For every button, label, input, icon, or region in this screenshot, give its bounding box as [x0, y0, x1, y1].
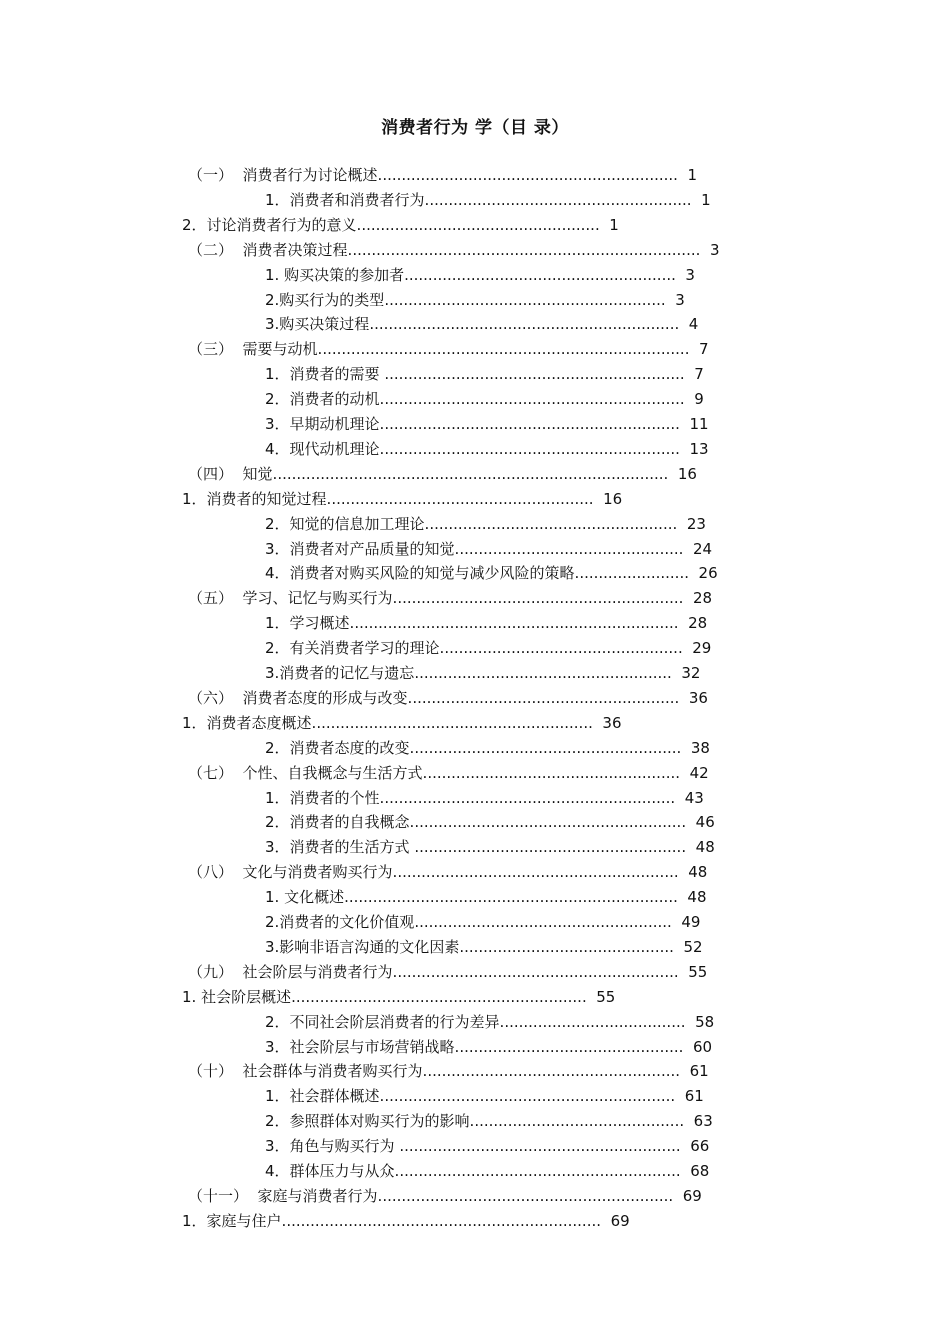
toc-entry: [265, 288, 685, 312]
toc-entry-label: （二） 消费者决策过程: [188, 240, 348, 259]
toc-entry-leader: ......................................................: [422, 763, 681, 782]
toc-entry: [265, 736, 710, 760]
toc-entry: [188, 960, 707, 984]
toc-entry-leader: ......................................................................: [344, 888, 678, 907]
toc-entry-label: （六） 消费者态度的形成与改变: [188, 688, 408, 707]
toc-entry-page: 11: [689, 415, 709, 433]
toc-entry-leader: ...........................................................: [384, 290, 666, 309]
toc-entry-page: 26: [698, 564, 718, 583]
toc-entry: [265, 661, 700, 685]
toc-entry: [182, 711, 622, 735]
toc-entry-label: 3．早期动机理论: [265, 415, 380, 433]
toc-entry: [265, 810, 715, 834]
toc-entry-page: 55: [688, 962, 708, 981]
toc-entry-leader: ...................................................................................: [272, 464, 669, 483]
toc-entry-label: （十） 社会群体与消费者购买行为: [188, 1062, 423, 1081]
toc-entry-page: 23: [686, 514, 706, 533]
toc-entry-page: 55: [596, 987, 616, 1006]
toc-entry-leader: ........................: [574, 564, 689, 583]
toc-entry-page: 3: [709, 240, 720, 259]
toc-entry: [188, 761, 709, 785]
toc-entry-leader: ...................................................: [439, 639, 683, 658]
toc-entry: [265, 362, 704, 386]
toc-entry-label: 4．消费者对购买风险的知觉与减少风险的策略: [265, 564, 575, 583]
toc-entry-label: 3．角色与购买行为: [265, 1137, 395, 1156]
toc-entry-page: 36: [688, 688, 708, 707]
toc-entry-page: 38: [690, 738, 710, 757]
toc-entry: [265, 561, 718, 585]
toc-entry: [265, 786, 704, 810]
toc-entry-label: （九） 社会阶层与消费者行为: [188, 962, 393, 981]
toc-entry-leader: ...............................................................: [379, 365, 685, 384]
toc-entry: [188, 1059, 709, 1083]
toc-entry-label: 3．消费者对产品质量的知觉: [265, 539, 455, 558]
toc-entry: [188, 586, 712, 610]
toc-entry-page: 42: [689, 763, 709, 782]
toc-entry-label: 3.消费者的记忆与遗忘: [265, 664, 415, 682]
toc-entry: [188, 1184, 702, 1208]
toc-entry: [265, 1134, 709, 1158]
toc-entry-page: 32: [681, 664, 701, 682]
toc-entry-leader: .............................................: [469, 1112, 685, 1131]
toc-entry-label: （七） 个性、自我概念与生活方式: [188, 763, 423, 782]
toc-entry-label: 3．消费者的生活方式: [265, 838, 410, 857]
toc-entry-page: 52: [683, 937, 703, 956]
toc-entry-leader: .........................................................: [409, 838, 687, 857]
toc-entry-label: 2．消费者的动机: [265, 390, 380, 409]
toc-entry-leader: ................................................: [454, 1037, 684, 1056]
toc-entry-leader: ......................................................: [414, 913, 672, 931]
toc-entry-page: 7: [694, 365, 704, 384]
toc-entry-leader: ............................................................: [392, 962, 679, 981]
toc-entry-page: 1: [609, 215, 619, 234]
toc-entry: [188, 163, 697, 187]
toc-entry-label: 3．社会阶层与市场营销战略: [265, 1037, 455, 1056]
toc-entry-leader: .........................................................: [407, 688, 680, 707]
toc-entry-page: 61: [689, 1062, 709, 1081]
toc-entry-leader: ...........................................................: [311, 713, 593, 732]
toc-entry-leader: ......................................................: [414, 664, 672, 682]
toc-entry-leader: .....................................................................: [349, 614, 679, 633]
toc-entry-page: 16: [677, 464, 697, 483]
toc-entry-page: 29: [692, 639, 712, 658]
toc-entry-label: 2．消费者的自我概念: [265, 813, 410, 832]
toc-entry: [265, 611, 707, 635]
toc-entry-page: 60: [692, 1037, 713, 1056]
toc-entry-page: 1: [687, 166, 698, 184]
toc-entry-page: 3: [675, 290, 685, 309]
toc-entry-label: 2．讨论消费者行为的意义: [182, 215, 357, 234]
toc-entry-label: 2.消费者的文化价值观: [265, 913, 415, 931]
toc-entry-page: 43: [684, 788, 704, 807]
toc-entry-page: 48: [695, 838, 715, 857]
toc-entry-page: 46: [695, 813, 715, 832]
toc-entry-label: 1．消费者的知觉过程: [182, 489, 327, 508]
toc-entry: [265, 512, 706, 536]
toc-entry-label: 2．有关消费者学习的理论: [265, 639, 440, 658]
toc-entry-leader: ................................................................: [379, 390, 685, 409]
toc-entry-leader: ...............................................................: [379, 439, 680, 458]
toc-entry-leader: ..............................................................: [379, 1087, 676, 1106]
toc-entry-label: 2．参照群体对购买行为的影响: [265, 1112, 470, 1131]
toc-entry-page: 9: [694, 390, 704, 409]
toc-entry-page: 28: [692, 589, 713, 608]
toc-entry-leader: ..........................................................: [409, 813, 687, 832]
toc-entry-leader: ............................................................: [394, 1162, 681, 1180]
toc-entry-leader: ................................................: [454, 539, 684, 558]
toc-entry-label: 1. 社会阶层概述: [182, 987, 292, 1006]
toc-entry-leader: ..............................................................: [291, 987, 587, 1006]
toc-entry: [265, 188, 711, 212]
toc-entry: [265, 885, 707, 909]
toc-entry-page: 13: [689, 439, 709, 458]
toc-entry-page: 69: [682, 1186, 702, 1205]
toc-entry-page: 3: [685, 265, 695, 284]
toc-entry: [188, 337, 709, 361]
toc-entry-leader: ...................................................................: [281, 1211, 602, 1230]
toc-entry: [265, 835, 715, 859]
toc-entry: [265, 935, 703, 959]
toc-entry-label: 1．学习概述: [265, 614, 350, 633]
toc-entry-label: （八） 文化与消费者购买行为: [188, 863, 393, 882]
toc-entry-label: 2．不同社会阶层消费者的行为差异: [265, 1012, 500, 1031]
toc-entry: [182, 487, 622, 511]
toc-entry-leader: ............................................................: [392, 863, 679, 882]
toc-entry: [265, 1035, 712, 1059]
toc-entry-page: 49: [681, 913, 701, 931]
toc-entry: [182, 985, 615, 1009]
toc-entry-leader: ..............................................................................: [317, 340, 690, 359]
toc-entry-label: 2．知觉的信息加工理论: [265, 514, 425, 533]
toc-entry: [188, 462, 697, 486]
toc-entry-leader: .........................................................: [409, 738, 682, 757]
toc-entry-page: 66: [690, 1137, 710, 1156]
toc-entry-label: 1．家庭与住户: [182, 1211, 282, 1230]
toc-entry-label: 1. 购买决策的参加者: [265, 265, 405, 284]
toc-entry-label: （四） 知觉: [188, 464, 273, 483]
toc-entry-leader: ...................................................: [356, 215, 600, 234]
toc-entry-page: 36: [602, 713, 622, 732]
toc-entry-page: 48: [688, 863, 708, 882]
toc-entry-label: 3.购买决策过程: [265, 315, 370, 334]
toc-entry-leader: ......................................................: [422, 1062, 681, 1081]
toc-entry-page: 48: [687, 888, 707, 907]
toc-entry: [265, 537, 712, 561]
toc-entry: [265, 1109, 713, 1133]
toc-entry: [265, 312, 698, 336]
toc-entry-label: 4．群体压力与从众: [265, 1162, 395, 1180]
toc-entry: [265, 437, 709, 461]
toc-entry-page: 24: [692, 539, 713, 558]
toc-entry-label: 1. 文化概述: [265, 888, 345, 907]
toc-entry-label: 1．社会群体概述: [265, 1087, 380, 1106]
toc-entry-page: 61: [684, 1087, 704, 1106]
toc-entry: [265, 910, 700, 934]
toc-entry-leader: .................................................................: [369, 315, 680, 334]
toc-entry: [182, 1209, 630, 1233]
toc-entry-leader: ..............................................................: [377, 1186, 674, 1205]
toc-entry-leader: ........................................................: [326, 489, 594, 508]
toc-entry-leader: .............................................................: [392, 589, 684, 608]
toc-entry-label: （十一） 家庭与消费者行为: [188, 1186, 378, 1205]
toc-entry-label: （一） 消费者行为讨论概述: [188, 166, 378, 184]
toc-entry: [265, 412, 709, 436]
toc-entry-leader: ........................................................: [424, 190, 692, 209]
toc-entry: [265, 1010, 714, 1034]
toc-entry-page: 63: [693, 1112, 713, 1131]
toc-entry-label: 1．消费者的个性: [265, 788, 380, 807]
toc-entry: [265, 1159, 709, 1183]
toc-entry-label: 4．现代动机理论: [265, 439, 380, 458]
toc-entry-label: 1．消费者和消费者行为: [265, 190, 425, 209]
toc-entry-leader: ..........................................................................: [347, 240, 701, 259]
document-title: 消费者行为 学（目 录）: [381, 118, 569, 138]
toc-entry-label: 2．消费者态度的改变: [265, 738, 410, 757]
toc-entry-leader: .........................................................: [404, 265, 676, 284]
toc-entry-page: 68: [690, 1162, 710, 1180]
toc-entry: [265, 1084, 704, 1108]
toc-entry-label: （三） 需要与动机: [188, 340, 318, 359]
toc-entry: [188, 238, 719, 262]
toc-entry: [188, 686, 708, 710]
toc-entry: [265, 636, 711, 660]
toc-entry-page: 28: [688, 614, 708, 633]
toc-entry-leader: ...........................................................: [394, 1137, 681, 1156]
toc-entry-leader: .....................................................: [424, 514, 678, 533]
toc-entry-leader: ...............................................................: [377, 166, 678, 184]
toc-entry-leader: ..............................................................: [379, 788, 676, 807]
toc-entry-label: 2.购买行为的类型: [265, 290, 385, 309]
toc-entry-page: 7: [699, 340, 709, 359]
toc-entry-leader: .......................................: [499, 1012, 686, 1031]
toc-entry-leader: .............................................: [459, 937, 674, 956]
toc-entry-page: 4: [688, 315, 699, 334]
toc-entry: [182, 213, 619, 237]
toc-entry-label: 1．消费者的需要: [265, 365, 380, 384]
toc-entry: [188, 860, 707, 884]
toc-entry-page: 58: [695, 1012, 715, 1031]
toc-entry-label: （五） 学习、记忆与购买行为: [188, 589, 393, 608]
toc-entry: [265, 263, 695, 287]
toc-entry-page: 69: [610, 1211, 630, 1230]
toc-entry-label: 3.影响非语言沟通的文化因素: [265, 937, 460, 956]
toc-entry-page: 16: [603, 489, 623, 508]
toc-entry-page: 1: [701, 190, 711, 209]
toc-entry-leader: ...............................................................: [379, 415, 680, 433]
toc-entry: [265, 387, 704, 411]
toc-entry-label: 1．消费者态度概述: [182, 713, 312, 732]
